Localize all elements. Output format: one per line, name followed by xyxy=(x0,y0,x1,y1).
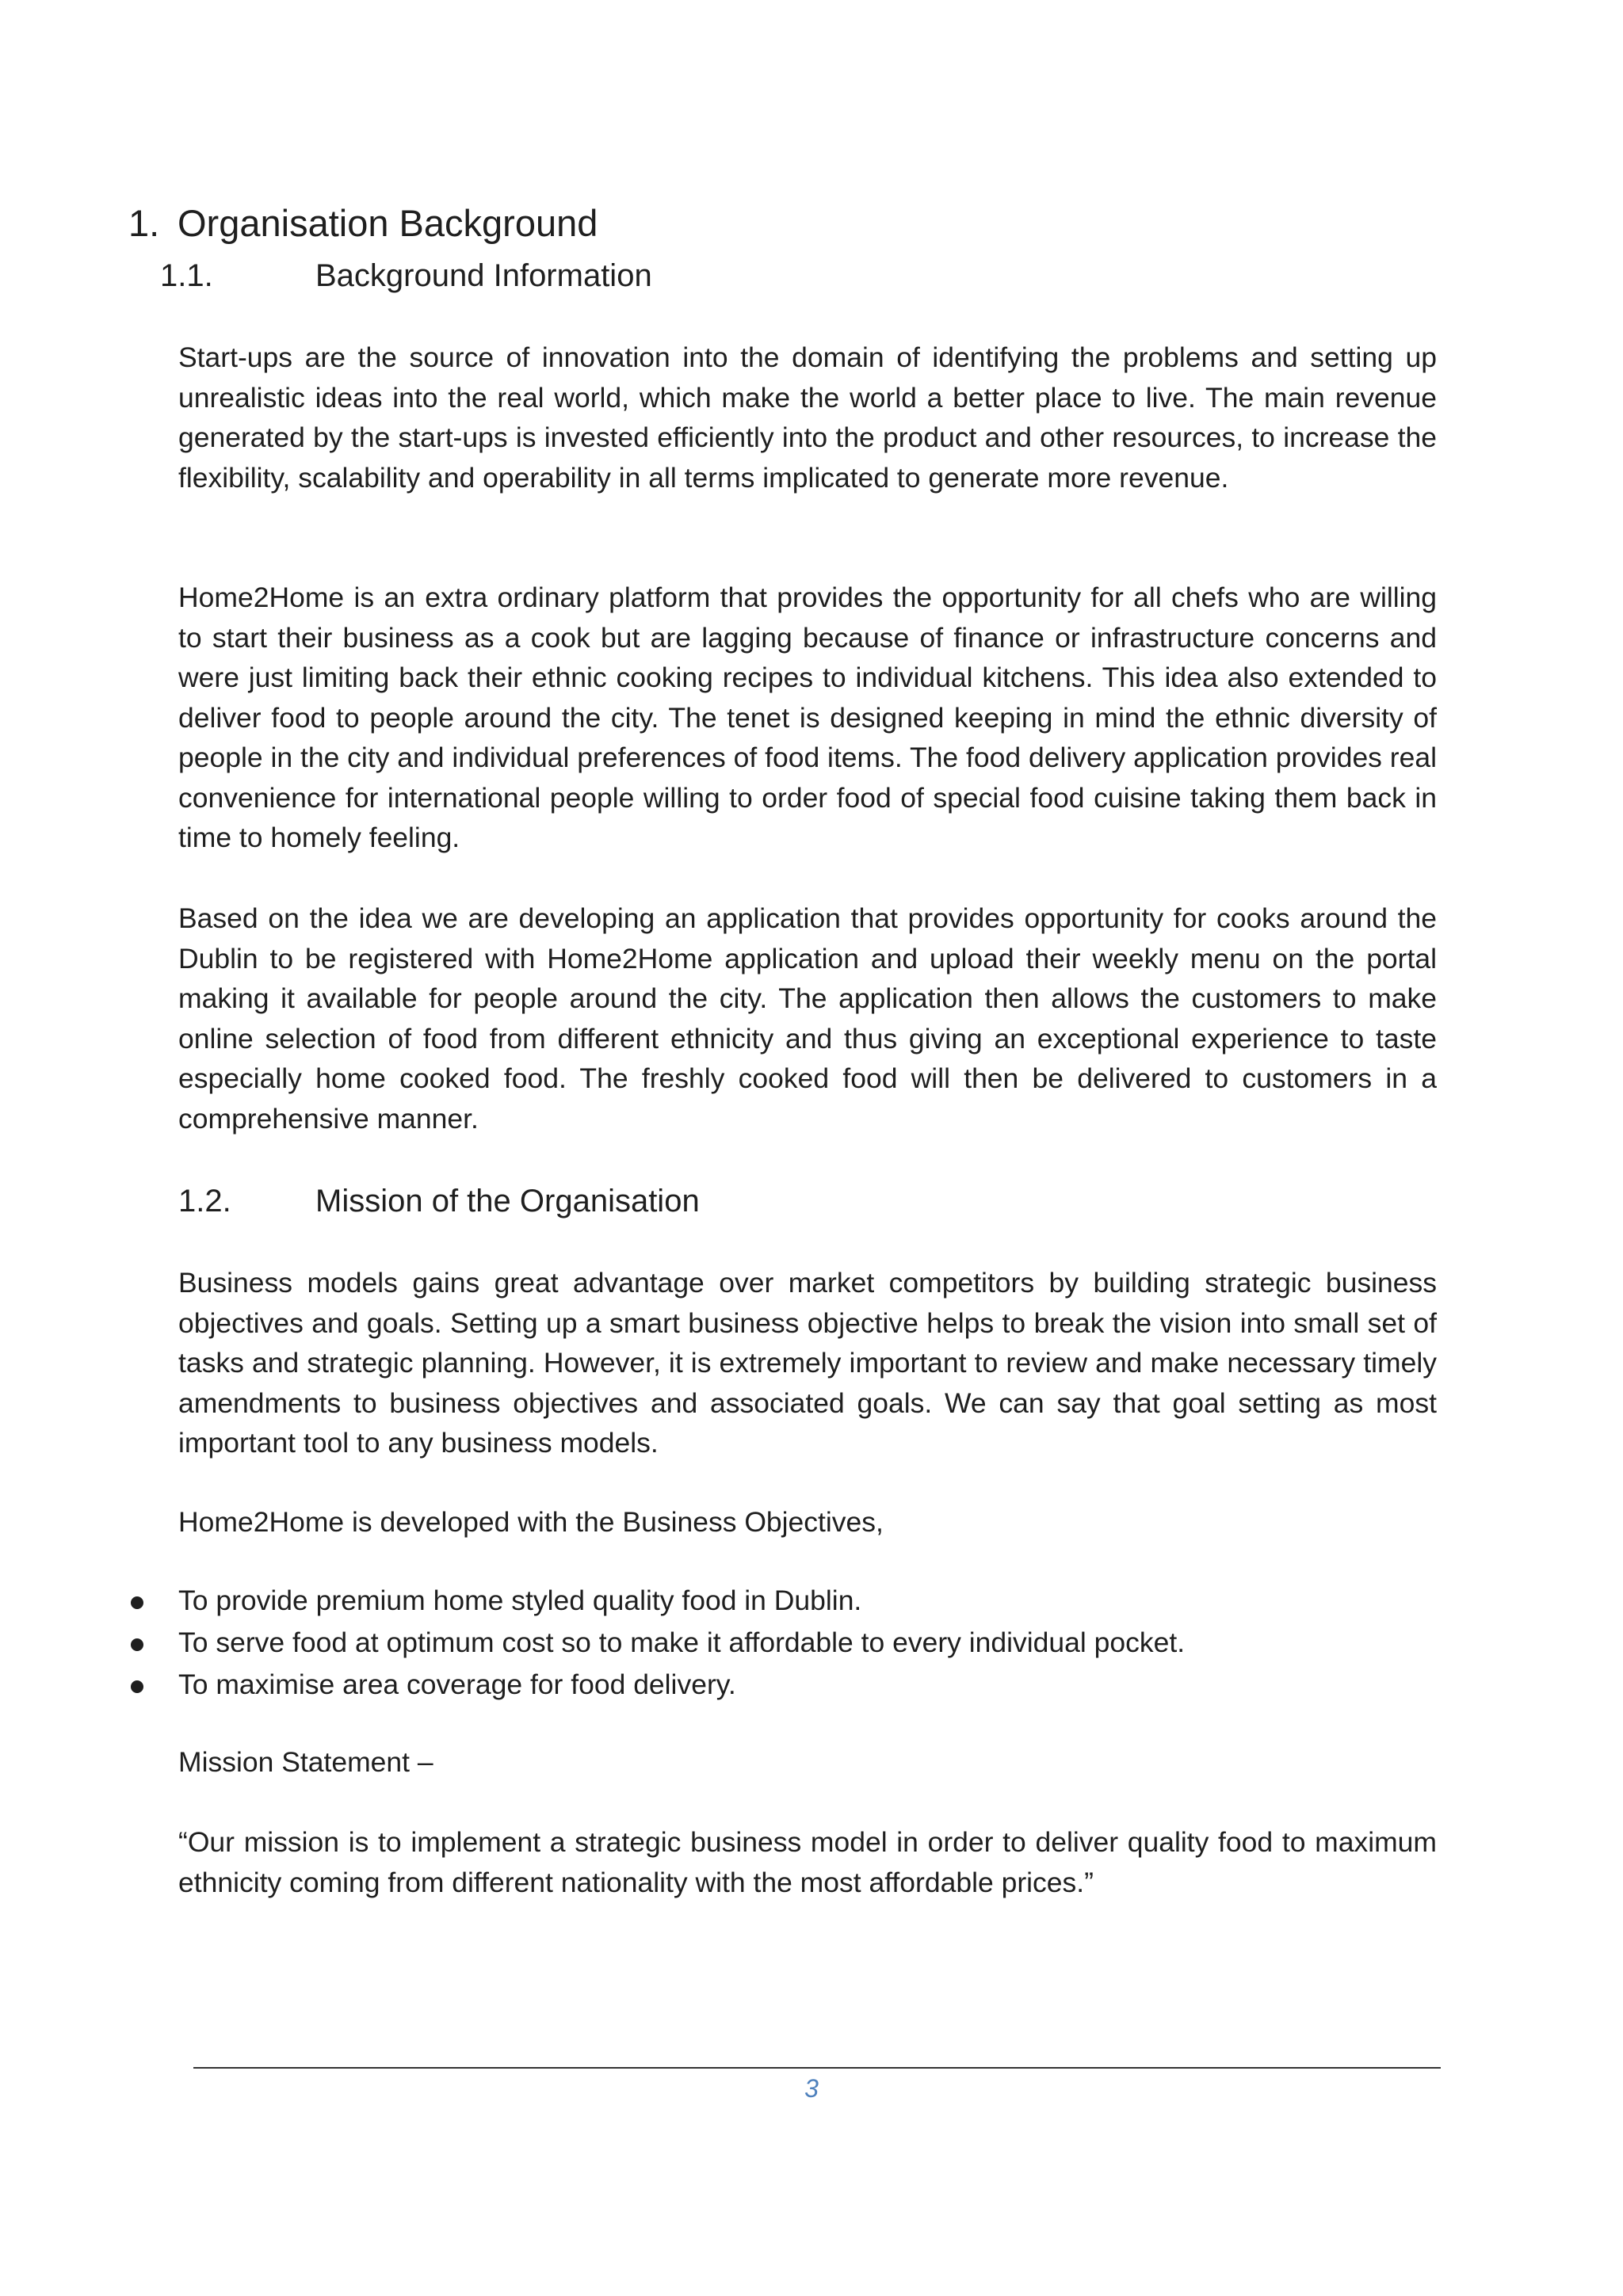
objectives-intro: Home2Home is developed with the Business Objectives, xyxy=(178,1506,884,1538)
subsection-title: Mission of the Organisation xyxy=(315,1184,700,1219)
page-number: 3 xyxy=(804,2074,819,2103)
bullet-icon xyxy=(131,1638,143,1651)
paragraph-startups: Start-ups are the source of innovation into the domain of identifying the problems and setting up unrealistic ideas into the real world, which make the world a better place to live. The main revenue generated by the start-ups is invested efficiently into the product and other resources, to increase the flexibility, scalability and operability in all terms implicated to generate more revenue. xyxy=(178,341,1437,494)
objectives-list xyxy=(0,1581,1623,1707)
objective-text: To provide premium home styled quality food in Dublin. xyxy=(178,1585,862,1616)
mission-statement-label: Mission Statement – xyxy=(178,1746,433,1778)
bullet-icon xyxy=(131,1596,143,1609)
subsection-number: 1.1. xyxy=(160,258,213,293)
footer-divider xyxy=(193,2067,1441,2069)
bullet-icon xyxy=(131,1680,143,1693)
paragraph-home2home-platform: Home2Home is an extra ordinary platform that provides the opportunity for all chefs who are willing to start their business as a cook but are lagging because of finance or infrastructure concerns and were just limiting back their ethnic cooking recipes to individual kitchens. This idea also extended to deliver food to people around the city. The tenet is designed keeping in mind the ethnic diversity of people in the city and individual preferences of food items. The food delivery application provides real convenience for international people willing to order food of special food cuisine taking them back in time to homely feeling. xyxy=(178,582,1437,853)
list-item xyxy=(0,1581,1623,1623)
section-heading xyxy=(128,200,598,247)
subsection-title: Background Information xyxy=(315,258,652,293)
objective-text: To maximise area coverage for food delivery. xyxy=(178,1669,736,1700)
section-title: Organisation Background xyxy=(178,202,598,244)
list-item xyxy=(0,1665,1623,1707)
paragraph-application-idea: Based on the idea we are developing an application that provides opportunity for cooks around the Dublin to be registered with Home2Home application and upload their weekly menu on the portal making it available for people around the city. The application then allows the customers to make online selection of food from different ethnicity and thus giving an exceptional experience to taste especially home cooked food. The freshly cooked food will then be delivered to customers in a comprehensive manner. xyxy=(178,902,1437,1135)
section-number: 1. xyxy=(128,202,160,244)
list-item xyxy=(0,1623,1623,1665)
paragraph-business-models: Business models gains great advantage over market competitors by building strategic business objectives and goals. Setting up a smart business objective helps to break the vision into small set of tasks and strategic planning. However, it is extremely important to review and make necessary timely amendments to business objectives and associated goals. We can say that goal setting as most important tool to any business models. xyxy=(178,1267,1437,1459)
mission-statement-quote: “Our mission is to implement a strategic business model in order to deliver quality food to maximum ethnicity coming from different nationality with the most affordable prices.” xyxy=(178,1826,1437,1898)
subsection-number: 1.2. xyxy=(178,1184,231,1219)
objective-text: To serve food at optimum cost so to make it affordable to every individual pocket. xyxy=(178,1627,1186,1658)
